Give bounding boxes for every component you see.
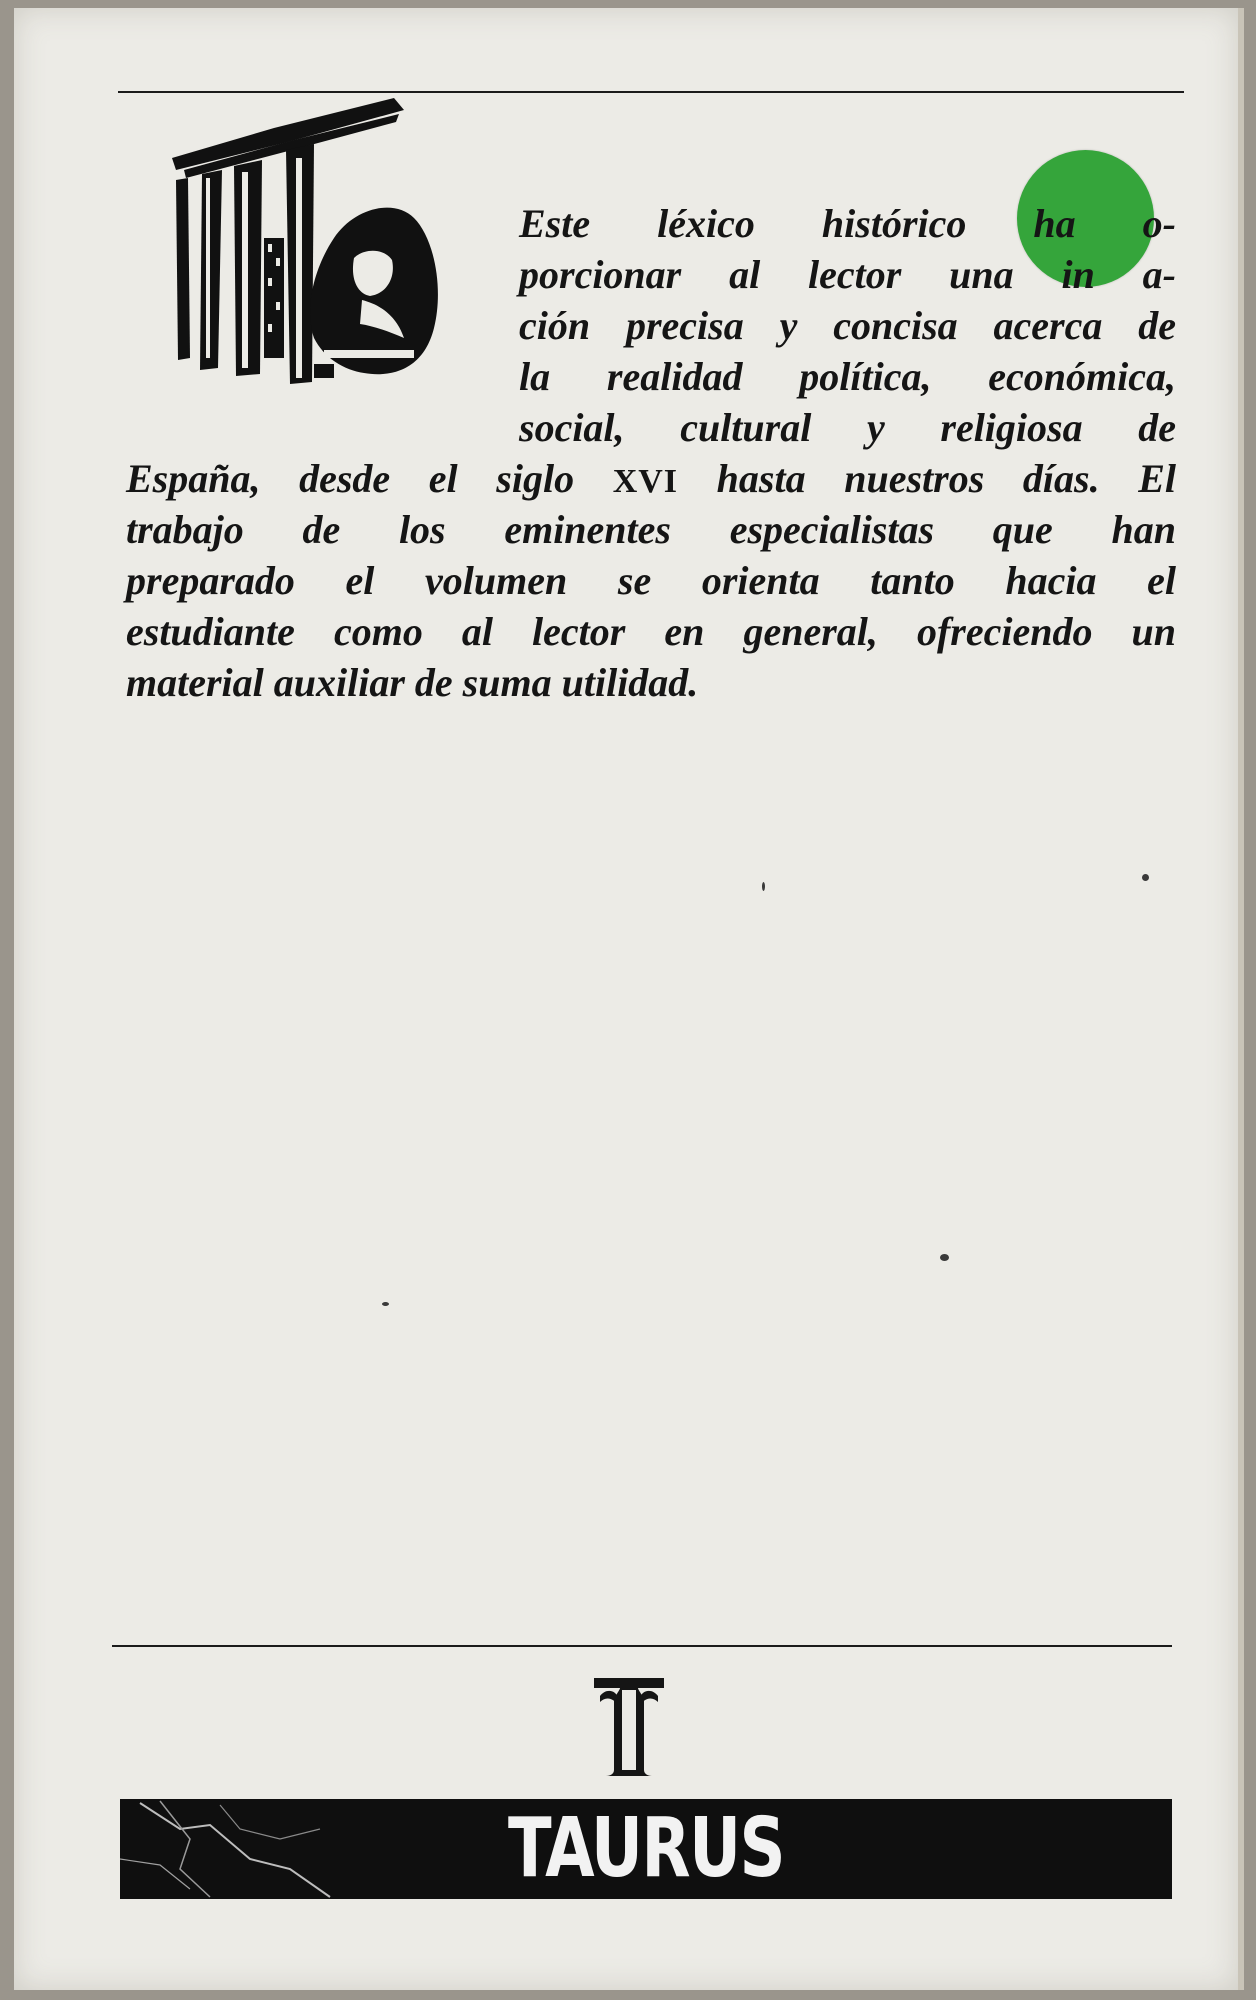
blurb-line: preparado el volumen se orienta tanto hacia el [126, 558, 1176, 603]
blurb-line: estudiante como al lector en general, ofreciendo un [126, 609, 1176, 654]
blurb-line: Este léxico histórico ha o- [519, 201, 1176, 246]
century-numeral: XVI [612, 463, 679, 500]
blurb-line: social, cultural y religiosa de [519, 405, 1176, 450]
book-back-cover [14, 8, 1244, 1990]
paper-speck [762, 882, 765, 891]
blurb-fragment: hasta nuestros días. El [678, 456, 1176, 501]
blurb-line: porcionar al lector una in a- [519, 252, 1176, 297]
publisher-band [120, 1799, 1172, 1899]
blurb-line: trabajo de los eminentes especialistas que han [126, 507, 1176, 552]
paper-speck [940, 1254, 949, 1261]
blurb-line [126, 453, 1176, 504]
paper-speck [382, 1302, 389, 1306]
paper-speck [1142, 874, 1149, 881]
blurb-line: ción precisa y concisa acerca de [519, 303, 1176, 348]
blurb-fragment: España, desde el siglo [126, 456, 613, 501]
taurus-logo-icon [592, 1674, 666, 1780]
blurb-line: material auxiliar de suma utilidad. [126, 660, 699, 705]
blurb-text [126, 198, 1176, 708]
blurb-line: la realidad política, económica, [519, 354, 1176, 399]
publisher-name: TAURUS [507, 1801, 785, 1896]
bottom-rule [112, 1645, 1172, 1647]
